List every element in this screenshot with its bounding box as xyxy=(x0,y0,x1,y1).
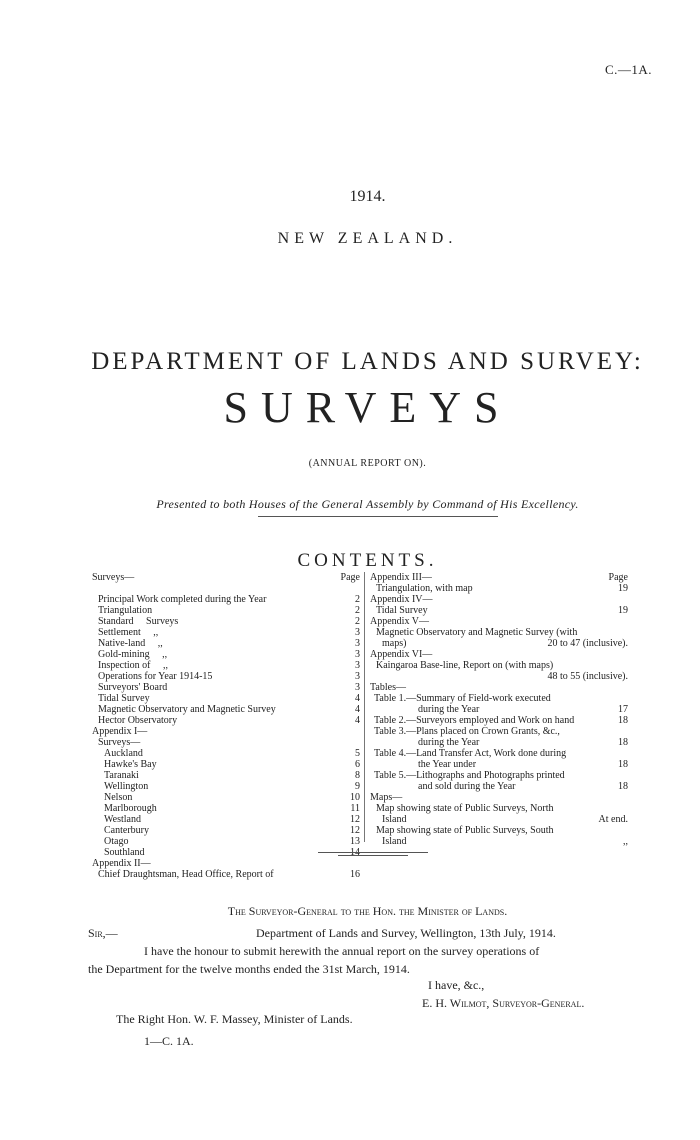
contents-entry xyxy=(92,693,360,704)
contents-entry xyxy=(92,715,360,726)
contents-entry-page: 8 xyxy=(355,770,360,781)
contents-entry-page: 19 xyxy=(618,583,628,594)
contents-heading: CONTENTS. xyxy=(297,550,438,571)
contents-entry xyxy=(370,693,628,704)
contents-entry xyxy=(370,627,628,638)
contents-entry xyxy=(370,737,628,748)
contents-entry-page: 2 xyxy=(355,616,360,627)
contents-entry xyxy=(92,649,360,660)
contents-entry xyxy=(370,572,628,583)
contents-entry-page: ,, xyxy=(623,836,628,847)
contents-entry-label: Wellington xyxy=(104,781,149,792)
contents-entry xyxy=(370,726,628,737)
contents-entry xyxy=(92,803,360,814)
contents-entry xyxy=(370,803,628,814)
contents-entry xyxy=(92,814,360,825)
contents-entry-page: 3 xyxy=(355,671,360,682)
contents-entry-page: 4 xyxy=(355,704,360,715)
contents-entry-label: Maps— xyxy=(370,792,403,803)
contents-entry xyxy=(92,869,360,880)
contents-entry-label: Native-land ,, xyxy=(98,638,163,649)
year: 1914. xyxy=(349,188,386,205)
contents-entry xyxy=(370,770,628,781)
contents-entry xyxy=(370,825,628,836)
page-column-header: Page xyxy=(340,572,360,583)
contents-entry-label: Appendix I— xyxy=(92,726,148,737)
contents-entry-label: Tables— xyxy=(370,682,406,693)
contents-entry-page: 18 xyxy=(618,715,628,726)
contents-entry-label: Island xyxy=(382,814,407,825)
contents-entry-page: 18 xyxy=(618,737,628,748)
contents-entry-label: Westland xyxy=(104,814,141,825)
contents-entry xyxy=(92,638,360,649)
contents-entry xyxy=(92,682,360,693)
contents-entry-page: 3 xyxy=(355,638,360,649)
contents-entry xyxy=(370,649,628,660)
contents-entry xyxy=(370,605,628,616)
document-title: SURVEYS xyxy=(223,383,512,432)
contents-entry-label: Appendix VI— xyxy=(370,649,433,660)
contents-entry-label: and sold during the Year xyxy=(418,781,516,792)
column-divider xyxy=(364,572,365,842)
contents-entry xyxy=(92,759,360,770)
contents-entry-label: Surveys— xyxy=(92,572,135,583)
contents-entry-label: Table 3.—Plans placed on Crown Grants, &c., xyxy=(374,726,560,737)
contents-entry-page: 3 xyxy=(355,660,360,671)
contents-entry-label: Canterbury xyxy=(104,825,149,836)
contents-entry xyxy=(92,858,360,869)
contents-entry xyxy=(92,726,360,737)
contents-entry-label: Auckland xyxy=(104,748,143,759)
contents-entry xyxy=(92,781,360,792)
contents-entry xyxy=(370,660,628,671)
contents-entry xyxy=(92,748,360,759)
contents-entry xyxy=(92,605,360,616)
department-heading: DEPARTMENT OF LANDS AND SURVEY: xyxy=(91,348,644,375)
contents-entry-label: during the Year xyxy=(418,704,480,715)
contents-entry-label: Otago xyxy=(104,836,129,847)
contents-entry-label: Triangulation, with map xyxy=(376,583,473,594)
contents-entry-label: Table 2.—Surveyors employed and Work on hand xyxy=(374,715,575,726)
contents-entry-label: Hector Observatory xyxy=(98,715,178,726)
presentation-line: Presented to both Houses of the General Assembly by Command of His Excellency. xyxy=(156,497,579,511)
contents-entry-label: Map showing state of Public Surveys, North xyxy=(376,803,554,814)
contents-entry-page: At end. xyxy=(598,814,628,825)
contents-entry-page: 18 xyxy=(618,781,628,792)
letter-body-line-1: I have the honour to submit herewith the annual report on the survey operations of xyxy=(144,944,540,958)
contents-entry-page: 12 xyxy=(350,825,360,836)
contents-entry-label: Hawke's Bay xyxy=(104,759,157,770)
paper-reference: C.—1A. xyxy=(604,62,652,77)
contents-entry-page: 4 xyxy=(355,693,360,704)
contents-entry xyxy=(92,627,360,638)
contents-entry xyxy=(92,704,360,715)
contents-entry-page: 11 xyxy=(350,803,360,814)
contents-entry xyxy=(370,594,628,605)
contents-entry-page: 6 xyxy=(355,759,360,770)
contents-entry-label: the Year under xyxy=(418,759,477,770)
contents-entry xyxy=(92,770,360,781)
contents-entry-label: Surveyors' Board xyxy=(98,682,168,693)
contents-entry xyxy=(92,616,360,627)
contents-entry-label: Gold-mining ,, xyxy=(98,649,168,660)
contents-entry-label: Operations for Year 1914-15 xyxy=(98,671,213,682)
letter-address: The Surveyor-General to the Hon. the Minister of Lands. xyxy=(227,904,508,918)
contents-entry-label: Island xyxy=(382,836,407,847)
contents-entry-page: 2 xyxy=(355,594,360,605)
contents-entry-label: Appendix IV— xyxy=(370,594,433,605)
contents-entry-label: Map showing state of Public Surveys, South xyxy=(376,825,554,836)
contents-entry-label: Taranaki xyxy=(104,770,139,781)
contents-entry-page: 12 xyxy=(350,814,360,825)
contents-entry xyxy=(370,583,628,594)
contents-entry-label: Tidal Survey xyxy=(98,693,150,704)
contents-entry-label: Principal Work completed during the Year xyxy=(98,594,267,605)
contents-entry-label: Table 5.—Lithographs and Photographs printed xyxy=(374,770,565,781)
letter-dateline: Department of Lands and Survey, Wellington, 13th July, 1914. xyxy=(256,926,556,940)
contents-end-rule-2 xyxy=(338,855,408,856)
contents-entry-label: Triangulation xyxy=(98,605,153,616)
contents-entry xyxy=(92,836,360,847)
contents-entry-page: 13 xyxy=(350,836,360,847)
contents-entry xyxy=(370,638,628,649)
contents-entry-label: Magnetic Observatory and Magnetic Survey (with xyxy=(376,627,578,638)
contents-entry-page: Page xyxy=(608,572,628,583)
contents-entry xyxy=(370,682,628,693)
contents-entry-label: maps) xyxy=(382,638,407,649)
contents-entry-page: 2 xyxy=(355,605,360,616)
contents-entry-page: 10 xyxy=(350,792,360,803)
contents-entry-label: Southland xyxy=(104,847,145,858)
contents-entry-page: 19 xyxy=(618,605,628,616)
contents-entry-label: Standard Surveys xyxy=(98,616,179,627)
contents-entry xyxy=(92,737,360,748)
contents-entry xyxy=(370,704,628,715)
letter-closing: I have, &c., xyxy=(428,978,485,992)
contents-right-column xyxy=(370,572,628,847)
letter-recipient: The Right Hon. W. F. Massey, Minister of Lands. xyxy=(116,1012,353,1026)
contents-left-column xyxy=(92,572,360,880)
contents-entry xyxy=(370,715,628,726)
contents-entry-label: Table 4.—Land Transfer Act, Work done during xyxy=(374,748,567,759)
footer-reference: 1—C. 1A. xyxy=(144,1034,194,1048)
contents-entry-label: during the Year xyxy=(418,737,480,748)
contents-entry-page: 3 xyxy=(355,682,360,693)
letter-salutation: Sir,— xyxy=(88,926,118,940)
document-subtitle: (ANNUAL REPORT ON). xyxy=(308,458,427,469)
contents-entry-label: Inspection of ,, xyxy=(98,660,168,671)
contents-entry-page: 5 xyxy=(355,748,360,759)
contents-entry-label: Settlement ,, xyxy=(98,627,159,638)
contents-entry xyxy=(92,572,360,583)
contents-entry-label: Surveys— xyxy=(98,737,141,748)
contents-entry-label: Appendix V— xyxy=(370,616,429,627)
title-rule xyxy=(258,516,498,517)
contents-entry xyxy=(370,759,628,770)
contents-entry-page: 3 xyxy=(355,627,360,638)
contents-entry-page: 9 xyxy=(355,781,360,792)
contents-entry-page: 18 xyxy=(618,759,628,770)
contents-entry-label: Tidal Survey xyxy=(376,605,428,616)
contents-end-rule xyxy=(318,852,428,853)
contents-entry xyxy=(92,660,360,671)
letter-signature: E. H. Wilmot, Surveyor-General. xyxy=(422,996,585,1010)
contents-entry xyxy=(370,671,628,682)
contents-entry xyxy=(370,792,628,803)
contents-entry-label: Appendix III— xyxy=(370,572,432,583)
contents-entry-page: 17 xyxy=(618,704,628,715)
contents-entry xyxy=(370,616,628,627)
contents-entry-label: Magnetic Observatory and Magnetic Survey xyxy=(98,704,276,715)
contents-entry-page: 48 to 55 (inclusive). xyxy=(547,671,628,682)
contents-entry xyxy=(92,825,360,836)
contents-entry-page: 3 xyxy=(355,649,360,660)
contents-entry xyxy=(370,781,628,792)
contents-entry-label: Chief Draughtsman, Head Office, Report of xyxy=(98,869,274,880)
contents-entry-label: Appendix II— xyxy=(92,858,151,869)
contents-entry xyxy=(92,594,360,605)
contents-entry xyxy=(92,671,360,682)
contents-entry xyxy=(370,748,628,759)
country-heading: NEW ZEALAND. xyxy=(277,230,458,247)
contents-entry xyxy=(92,792,360,803)
contents-entry xyxy=(370,814,628,825)
contents-entry xyxy=(370,836,628,847)
contents-entry-page: 20 to 47 (inclusive). xyxy=(547,638,628,649)
contents-entry-page: 4 xyxy=(355,715,360,726)
letter-body-line-2: the Department for the twelve months ended the 31st March, 1914. xyxy=(88,962,410,976)
contents-entry-page: 16 xyxy=(350,869,360,880)
contents-entry-label: Nelson xyxy=(104,792,133,803)
contents-entry-label: Kaingaroa Base-line, Report on (with maps) xyxy=(376,660,554,671)
contents-entry-label: Marlborough xyxy=(104,803,157,814)
contents-entry-label: Table 1.—Summary of Field-work executed xyxy=(374,693,551,704)
